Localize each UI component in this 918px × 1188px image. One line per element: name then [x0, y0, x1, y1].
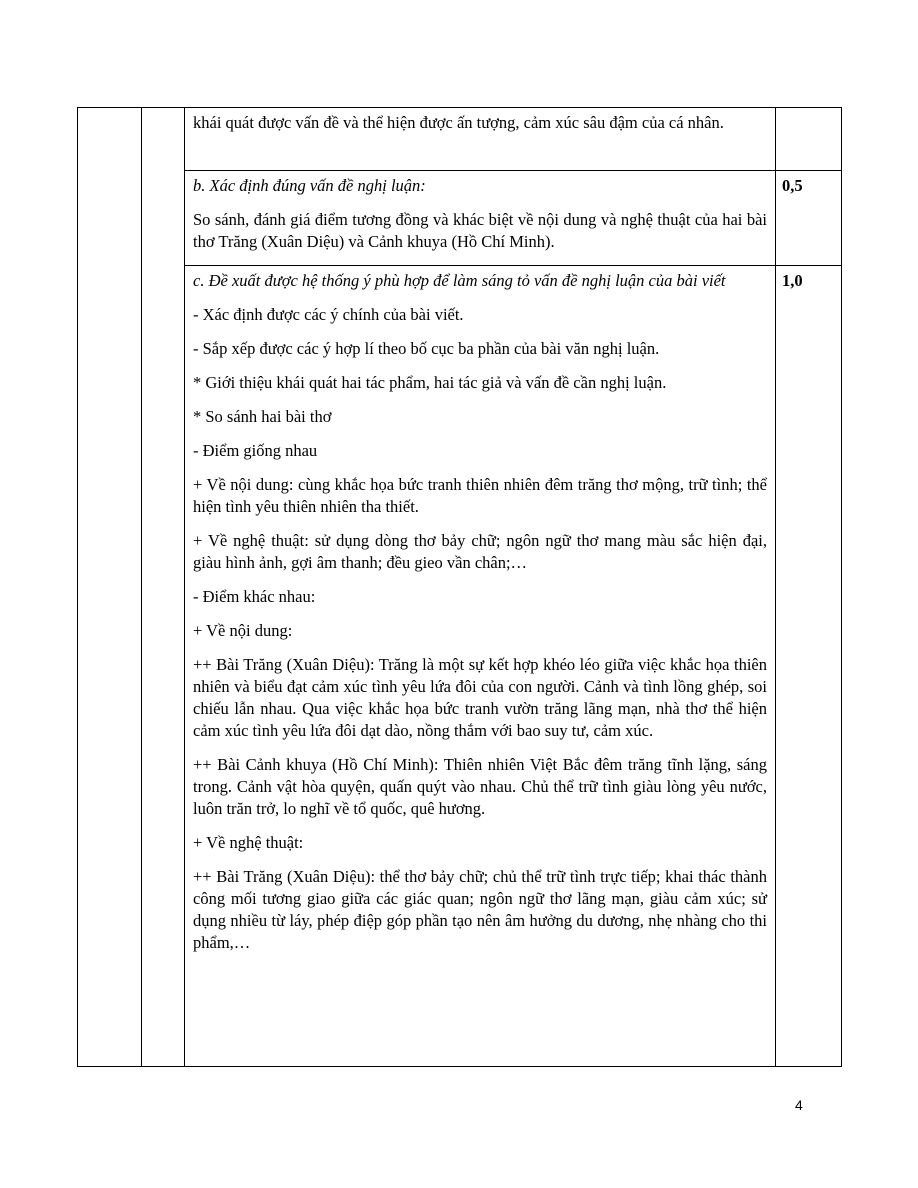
paragraph: + Về nội dung: cùng khắc họa bức tranh thiên nhiên đêm trăng thơ mộng, trữ tình; thể hiện tình yêu thiên nhiên tha thiết. [193, 475, 767, 516]
score-value: 0,5 [782, 176, 803, 195]
content-cell [185, 171, 776, 266]
paragraph: + Về nội dung: [193, 621, 293, 640]
rubric-table [77, 107, 842, 1067]
paragraph: khái quát được vấn đề và thể hiện được ấn tượng, cảm xúc sâu đậm của cá nhân. [193, 113, 724, 132]
page-number: 4 [795, 1097, 803, 1113]
empty-cell [78, 108, 142, 1067]
table-row [78, 108, 842, 171]
paragraph: - Xác định được các ý chính của bài viết. [193, 305, 464, 324]
score-cell [776, 171, 842, 266]
score-cell [776, 266, 842, 1067]
paragraph: + Về nghệ thuật: sử dụng dòng thơ bảy chữ; ngôn ngữ thơ mang màu sắc hiện đại, giàu hình ảnh, gợi âm thanh; đều gieo vần chân;… [193, 531, 767, 572]
empty-cell [142, 108, 185, 1067]
criterion-heading: c. Đề xuất được hệ thống ý phù hợp để làm sáng tỏ vấn đề nghị luận của bài viết [193, 271, 726, 290]
paragraph: So sánh, đánh giá điểm tương đồng và khác biệt về nội dung và nghệ thuật của hai bài thơ Trăng (Xuân Diệu) và Cảnh khuya (Hồ Chí Minh). [193, 210, 767, 251]
score-value: 1,0 [782, 271, 803, 290]
paragraph: ++ Bài Cảnh khuya (Hồ Chí Minh): Thiên nhiên Việt Bắc đêm trăng tĩnh lặng, sáng trong. Cảnh vật hòa quyện, quấn quýt vào nhau. Chủ thể trữ tình giàu lòng yêu nước, luôn trăn trở, lo nghĩ về tổ quốc, quê hương. [193, 755, 767, 818]
paragraph: * Giới thiệu khái quát hai tác phẩm, hai tác giả và vấn đề cần nghị luận. [193, 373, 667, 392]
paragraph: ++ Bài Trăng (Xuân Diệu): thể thơ bảy chữ; chủ thể trữ tình trực tiếp; khai thác thành công mối tương giao giữa các giác quan; ngôn ngữ thơ lãng mạn, giàu cảm xúc; sử dụng nhiều từ láy, phép điệp góp phần tạo nên âm hưởng du dương, nhẹ nhàng cho thi phẩm,… [193, 867, 767, 952]
criterion-heading: b. Xác định đúng vấn đề nghị luận: [193, 176, 426, 195]
content-cell [185, 108, 776, 171]
paragraph: + Về nghệ thuật: [193, 833, 304, 852]
paragraph: * So sánh hai bài thơ [193, 407, 332, 426]
paragraph: - Sắp xếp được các ý hợp lí theo bố cục ba phần của bài văn nghị luận. [193, 339, 660, 358]
score-cell [776, 108, 842, 171]
paragraph: ++ Bài Trăng (Xuân Diệu): Trăng là một sự kết hợp khéo léo giữa việc khắc họa thiên nhiên và biểu đạt cảm xúc tình yêu lứa đôi của con người. Cảnh và tình lồng ghép, soi chiếu lẫn nhau. Qua việc khắc họa bức tranh vườn trăng lãng mạn, nhà thơ thể hiện cảm xúc tình yêu lứa đôi dạt dào, nồng thắm với bao suy tư, cảm xúc. [193, 655, 767, 740]
content-cell [185, 266, 776, 1067]
score-value [776, 108, 841, 116]
table-row [78, 266, 842, 1067]
table-row [78, 171, 842, 266]
paragraph: - Điểm giống nhau [193, 441, 318, 460]
paragraph: - Điểm khác nhau: [193, 587, 316, 606]
